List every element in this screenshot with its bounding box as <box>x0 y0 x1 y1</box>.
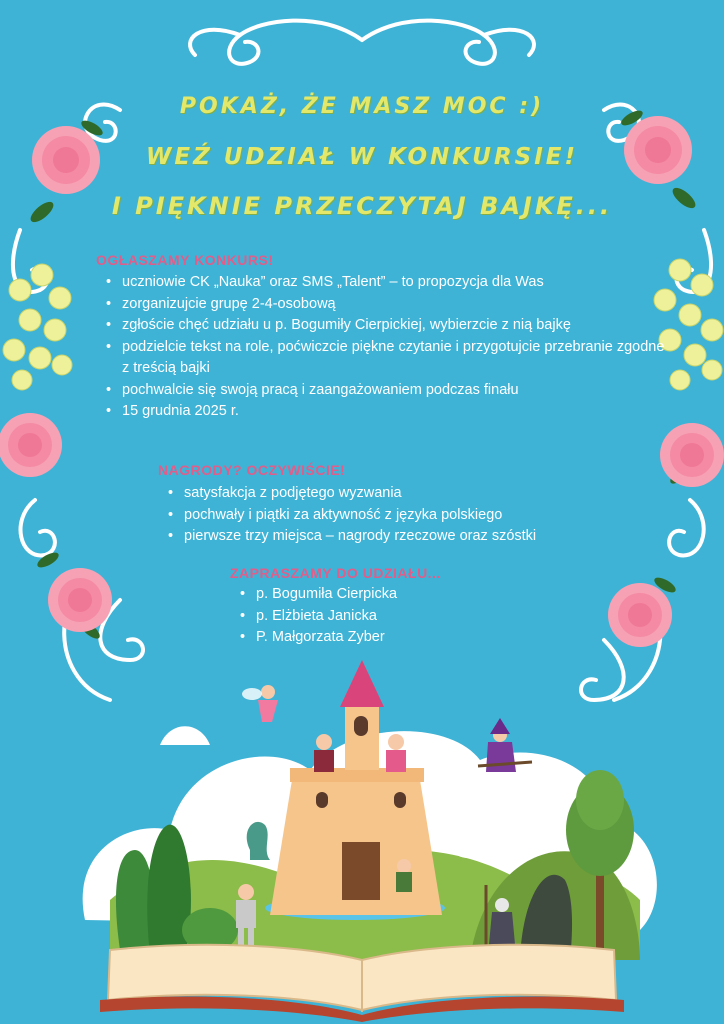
list-item: • P. Małgorzata Zyber <box>234 627 534 649</box>
contest-section-title: OGŁASZAMY KONKURS! <box>96 252 274 268</box>
contest-list <box>100 272 670 423</box>
headline-line-1: POKAŻ, ŻE MASZ MOC :) <box>179 94 545 119</box>
list-item: • p. Elżbieta Janicka <box>234 606 534 628</box>
list-item: • 15 grudnia 2025 r. <box>100 401 670 423</box>
headline-line-2: WEŹ UDZIAŁ W KONKURSIE! <box>145 144 578 170</box>
organizers-list <box>234 584 534 649</box>
list-item: • podzielcie tekst na role, poćwiczcie piękne czytanie i przygotujcie przebranie zgodne z treścią bajki <box>100 337 670 380</box>
list-item: • satysfakcja z podjętego wyzwania <box>162 483 632 505</box>
list-item: • zgłoście chęć udziału u p. Bogumiły Cierpickiej, wybierzcie z nią bajkę <box>100 315 670 337</box>
headline-line-3: I PIĘKNIE PRZECZYTAJ BAJKĘ... <box>111 192 613 220</box>
prizes-list <box>162 483 632 548</box>
list-item: • p. Bogumiła Cierpicka <box>234 584 534 606</box>
prizes-section-title: NAGRODY? OCZYWIŚCIE! <box>158 462 346 478</box>
list-item: • uczniowie CK „Nauka” oraz SMS „Talent” – to propozycja dla Was <box>100 272 670 294</box>
list-item: • zorganizujcie grupę 2-4-osobową <box>100 294 670 316</box>
list-item: • pochwały i piątki za aktywność z języka polskiego <box>162 505 632 527</box>
fairy-tale-scene <box>83 660 657 1022</box>
invite-section-title: ZAPRASZAMY DO UDZIAŁU... <box>230 565 441 581</box>
list-item: • pochwalcie się swoją pracą i zaangażowaniem podczas finału <box>100 380 670 402</box>
list-item: • pierwsze trzy miejsca – nagrody rzeczowe oraz szóstki <box>162 526 632 548</box>
